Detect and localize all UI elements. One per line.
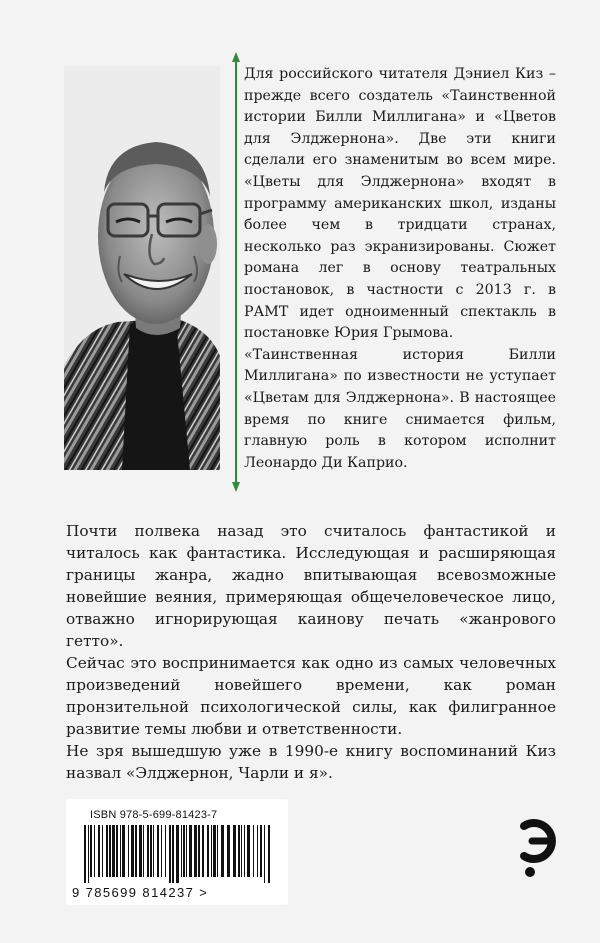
barcode-bar bbox=[260, 825, 262, 877]
author-photo bbox=[64, 66, 220, 470]
arrow-down-icon bbox=[232, 482, 240, 492]
barcode-bar bbox=[176, 825, 179, 883]
barcode-bar bbox=[139, 825, 142, 877]
barcode-bar bbox=[247, 825, 250, 877]
barcode-bar bbox=[165, 825, 166, 877]
barcode-bar bbox=[94, 825, 95, 877]
bio-paragraph: Для российского читателя Дэниел Киз – прежде всего создатель «Таинственной истории Билли Миллигана» и «Цветов для Элджернона». Две эти книги сделали его знаменитым во всем мире. «Цветы для Элджернона» входят в программу американских школ, изданы более чем в тридцати странах, несколько раз экранизированы. Сюжет романа лег в основу театральных постановок, в частности с 2013 г. в РАМТ идет одноименный спектакль в постановке Юрия Грымова. bbox=[244, 66, 556, 342]
barcode-bar bbox=[88, 825, 89, 883]
barcode-bar bbox=[122, 825, 125, 877]
barcode-bar bbox=[112, 825, 115, 877]
barcode-bar bbox=[157, 825, 159, 877]
barcode-bar bbox=[253, 825, 254, 877]
barcode-bar bbox=[207, 825, 209, 877]
barcode-bar bbox=[198, 825, 200, 877]
barcode-bar bbox=[147, 825, 149, 877]
barcode-bar bbox=[183, 825, 185, 877]
barcode-bar bbox=[233, 825, 236, 877]
barcode-block bbox=[66, 799, 288, 905]
barcode-bar bbox=[186, 825, 187, 877]
barcode-bar bbox=[238, 825, 240, 877]
barcode-bar bbox=[221, 825, 224, 877]
barcode-bar bbox=[98, 825, 100, 877]
barcode-bar bbox=[161, 825, 162, 877]
barcode-bar bbox=[194, 825, 197, 877]
barcode-bar bbox=[241, 825, 242, 877]
bio-paragraph: «Таинственная история Билли Миллигана» по известности не уступает «Цветам для Элджернона». В настоящее время по книге снимается фильм, главную роль в котором исполнит Леонардо Ди Каприо. bbox=[244, 346, 556, 471]
barcode-bar bbox=[131, 825, 134, 877]
annotation-paragraph: Не зря вышедшую уже в 1990-е книгу воспоминаний Киз назвал «Элджернон, Чарли и я». bbox=[66, 742, 556, 782]
barcode-bar bbox=[106, 825, 108, 877]
barcode-bar bbox=[135, 825, 137, 877]
publisher-logo bbox=[516, 812, 560, 884]
barcode-bar bbox=[153, 825, 154, 877]
barcode-bar bbox=[90, 825, 92, 877]
barcode-bar bbox=[181, 825, 182, 877]
author-portrait-image bbox=[64, 66, 220, 470]
barcode-bar bbox=[143, 825, 144, 877]
barcode-bars bbox=[78, 825, 278, 883]
barcode-bar bbox=[128, 825, 129, 877]
barcode-bar bbox=[217, 825, 218, 877]
annotation-paragraph: Сейчас это воспринимается как одно из самых человечных произведений новейшего времени, как роман пронзительной психологической силы, как филигранное развитие темы любви и ответственности. bbox=[66, 654, 556, 738]
barcode-bar bbox=[116, 825, 118, 877]
barcode-bar bbox=[227, 825, 230, 877]
barcode-bar bbox=[84, 825, 86, 883]
annotation-paragraph: Почти полвека назад это считалось фантастикой и читалось как фантастика. Исследующая и расширяющая границы жанра, жадно впитывающая всевозможные новейшие веяния, примеряющая общечеловеческое лицо, отважно игнорирующая каинову печать «жанрового гетто». bbox=[66, 522, 556, 650]
barcode-bar bbox=[213, 825, 216, 877]
barcode-bar bbox=[169, 825, 171, 883]
author-bio bbox=[244, 64, 556, 474]
arrow-up-icon bbox=[232, 52, 240, 62]
barcode-bar bbox=[120, 825, 121, 877]
barcode-digits: 9 785699 814237 > bbox=[72, 885, 209, 900]
barcode-bar bbox=[211, 825, 212, 877]
barcode-bar bbox=[202, 825, 204, 877]
barcode-bar bbox=[109, 825, 111, 877]
barcode-bar bbox=[189, 825, 192, 877]
barcode-bar bbox=[268, 825, 270, 883]
book-annotation bbox=[66, 520, 556, 784]
barcode-bar bbox=[172, 825, 174, 883]
barcode-bar bbox=[150, 825, 152, 877]
barcode-bar bbox=[257, 825, 258, 877]
vertical-divider bbox=[232, 52, 240, 492]
isbn-label: ISBN 978-5-699-81423-7 bbox=[90, 809, 218, 821]
barcode-bar bbox=[244, 825, 245, 877]
barcode-bar bbox=[264, 825, 265, 883]
barcode-bar bbox=[102, 825, 103, 877]
